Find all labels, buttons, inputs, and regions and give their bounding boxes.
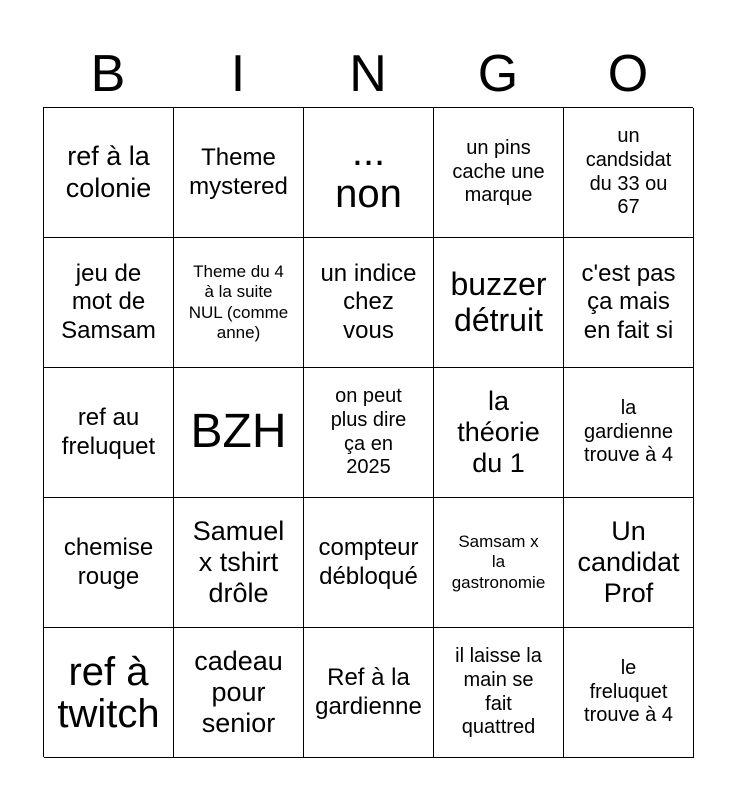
bingo-cell-text: on peut plus dire ça en 2025: [330, 385, 407, 479]
bingo-cell-text: un indice chez vous: [320, 260, 417, 344]
header-letter-o: O: [607, 45, 649, 103]
bingo-cell[interactable]: [44, 628, 174, 758]
header-letter-b: B: [90, 45, 126, 103]
bingo-cell-text: Samsam x la gastronomie: [451, 532, 546, 592]
bingo-cell[interactable]: [434, 368, 564, 498]
bingo-cell-text: il laisse la main se fait quattred: [455, 645, 542, 739]
bingo-cell[interactable]: [304, 628, 434, 758]
bingo-cell-text: la théorie du 1: [457, 385, 540, 479]
bingo-cell[interactable]: [174, 368, 304, 498]
header-letter-i: I: [230, 45, 246, 103]
bingo-cell[interactable]: [564, 238, 694, 368]
bingo-board: [43, 107, 693, 757]
header-letter-g: G: [477, 45, 519, 103]
bingo-cell-text: le freluquet trouve à 4: [584, 657, 673, 727]
bingo-cell-text: Ref à la gardienne: [315, 664, 422, 720]
bingo-header: [43, 40, 693, 108]
bingo-cell[interactable]: [174, 628, 304, 758]
bingo-cell-text: cadeau pour senior: [194, 645, 283, 739]
bingo-cell-text: compteur débloqué: [318, 534, 419, 590]
bingo-cell[interactable]: [44, 238, 174, 368]
bingo-cell-text: jeu de mot de Samsam: [61, 260, 156, 344]
bingo-cell-text: la gardienne trouve à 4: [584, 397, 673, 467]
bingo-cell[interactable]: [564, 628, 694, 758]
bingo-cell[interactable]: [174, 238, 304, 368]
bingo-cell-text: un pins cache une marque: [452, 137, 545, 207]
bingo-cell[interactable]: [434, 628, 564, 758]
bingo-cell-text: Samuel x tshirt drôle: [192, 515, 285, 609]
bingo-cell-text: un candsidat du 33 ou 67: [585, 125, 672, 219]
bingo-cell-text: Theme du 4 à la suite NUL (comme anne): [188, 262, 289, 342]
bingo-cell[interactable]: [434, 498, 564, 628]
bingo-cell-text: c'est pas ça mais en fait si: [581, 260, 676, 344]
bingo-cell[interactable]: [44, 368, 174, 498]
bingo-cell[interactable]: [44, 498, 174, 628]
bingo-cell[interactable]: [304, 108, 434, 238]
bingo-cell[interactable]: [174, 498, 304, 628]
bingo-cell[interactable]: [44, 108, 174, 238]
bingo-cell-text: ref à twitch: [57, 649, 160, 736]
bingo-cell-text: Un candidat Prof: [577, 515, 680, 609]
bingo-cell-text: buzzer détruit: [450, 265, 547, 338]
bingo-cell[interactable]: [304, 238, 434, 368]
bingo-cell-text: BZH: [190, 405, 287, 459]
bingo-cell[interactable]: [174, 108, 304, 238]
bingo-cell-text: ref au freluquet: [61, 404, 156, 460]
bingo-cell-text: chemise rouge: [63, 534, 154, 590]
bingo-cell[interactable]: [434, 238, 564, 368]
bingo-cell[interactable]: [304, 498, 434, 628]
bingo-cell[interactable]: [564, 368, 694, 498]
bingo-cell[interactable]: [434, 108, 564, 238]
bingo-cell-text: ref à la colonie: [65, 141, 152, 203]
bingo-cell[interactable]: [564, 498, 694, 628]
bingo-cell-text: Theme mystered: [189, 144, 288, 200]
bingo-cell[interactable]: [564, 108, 694, 238]
bingo-cell-text: ... non: [335, 129, 402, 216]
bingo-cell[interactable]: [304, 368, 434, 498]
header-letter-n: N: [349, 45, 387, 103]
